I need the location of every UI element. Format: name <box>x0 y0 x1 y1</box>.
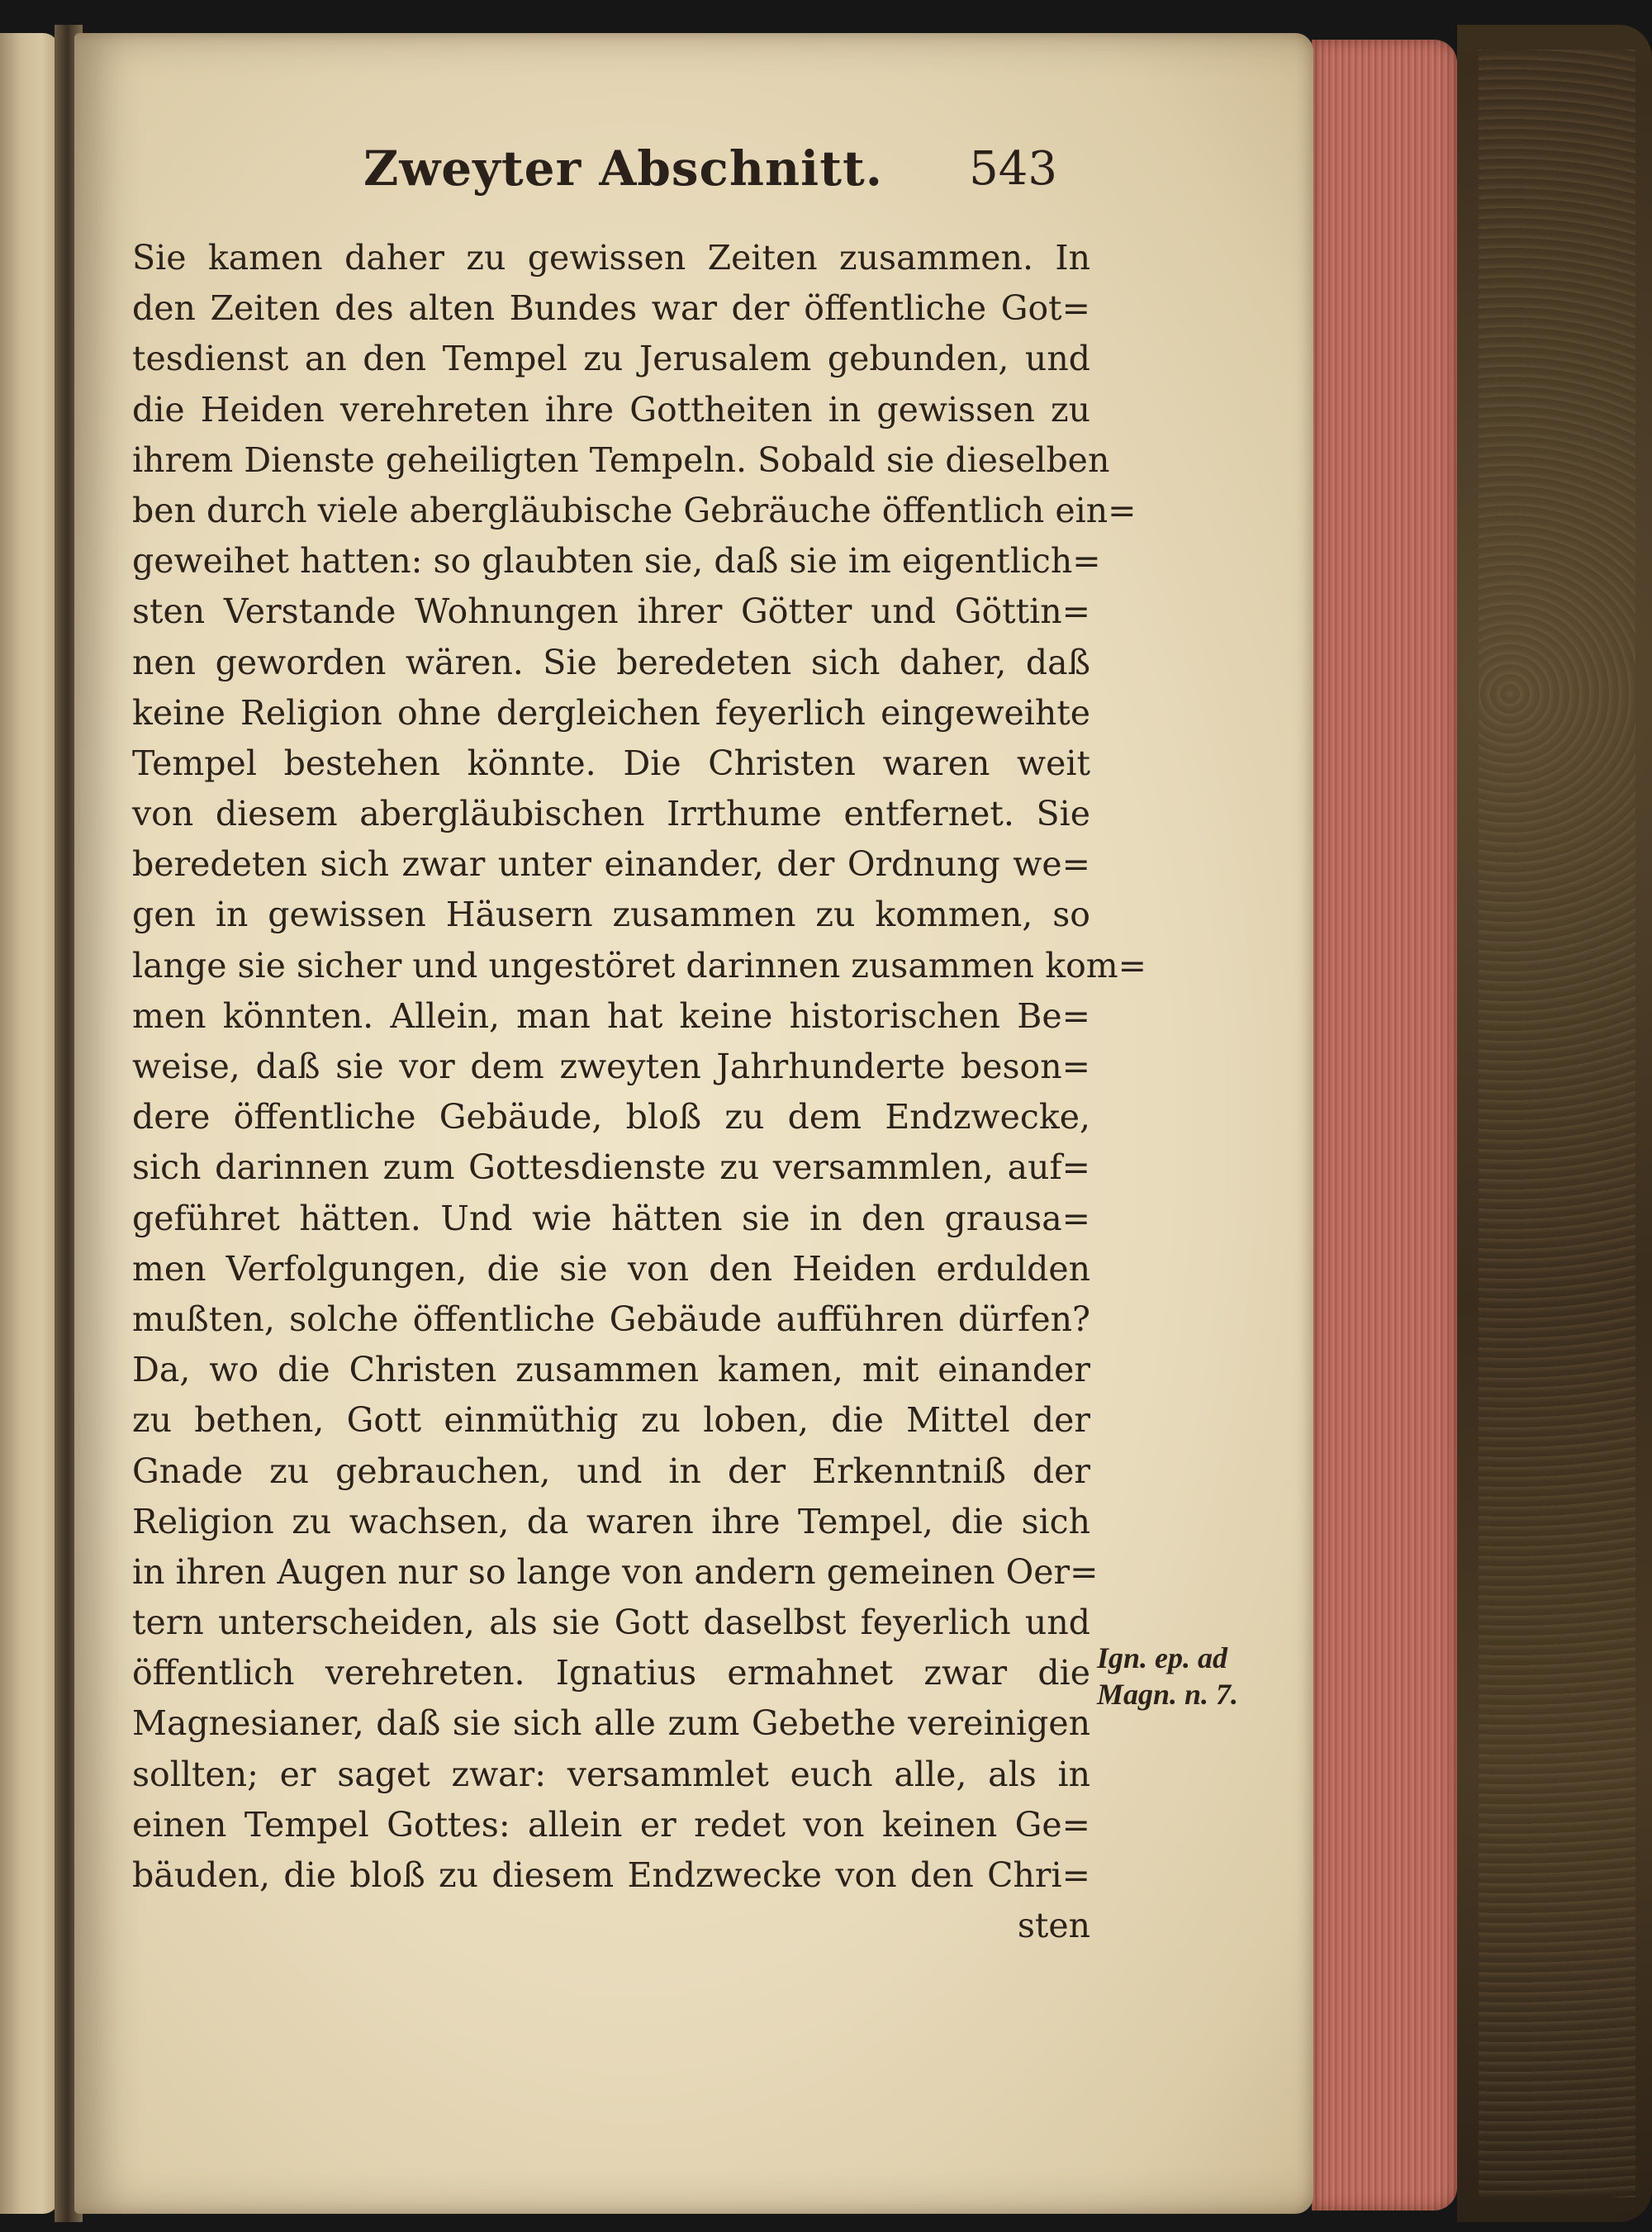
text-line: tern unterscheiden, als sie Gott daselbst feyerlich und <box>132 1603 1090 1643</box>
text-line: mußten, solche öffentliche Gebäude aufführen dürfen? <box>132 1299 1090 1339</box>
text-line: in ihren Augen nur so lange von andern gemeinen Oer= <box>132 1551 1099 1592</box>
margin-note-line: Magn. n. 7. <box>1097 1678 1239 1711</box>
text-line: von diesem abergläubischen Irrthume entfernet. Sie <box>132 794 1090 834</box>
text-line: zu bethen, Gott einmüthig zu loben, die Mittel der <box>132 1400 1090 1441</box>
margin-note-line: Ign. ep. ad <box>1097 1641 1228 1674</box>
margin-note <box>1097 1640 1287 1712</box>
text-line: men Verfolgungen, die sie von den Heiden erdulden <box>132 1248 1090 1289</box>
left-page-edge <box>0 33 59 2214</box>
catchword: sten <box>1017 1906 1090 1946</box>
text-line: tesdienst an den Tempel zu Jerusalem gebunden, und <box>132 339 1090 379</box>
text-line: den Zeiten des alten Bundes war der öffentliche Got= <box>132 288 1090 329</box>
text-line: Magnesianer, daß sie sich alle zum Gebethe vereinigen <box>132 1703 1090 1744</box>
page-header <box>363 140 1057 215</box>
text-line: men könnten. Allein, man hat keine historischen Be= <box>132 995 1090 1036</box>
page-number: 543 <box>969 142 1057 196</box>
cover-marbling <box>1479 50 1635 2197</box>
text-line: geweihet hatten: so glaubten sie, daß sie im eigentlich= <box>132 541 1101 582</box>
text-line: Tempel bestehen könnte. Die Christen waren weit <box>132 743 1090 783</box>
text-line: ben durch viele abergläubische Gebräuche öffentlich ein= <box>132 490 1137 530</box>
text-line: sten Verstande Wohnungen ihrer Götter und Göttin= <box>132 591 1090 632</box>
text-line: ihrem Dienste geheiligten Tempeln. Sobald sie dieselben <box>132 439 1110 480</box>
text-line: geführet hätten. Und wie hätten sie in den grausa= <box>132 1198 1090 1238</box>
text-line: keine Religion ohne dergleichen feyerlich eingeweihte <box>132 692 1090 733</box>
text-line: sollten; er saget zwar: versammlet euch alle, als in <box>132 1754 1090 1794</box>
text-line: Sie kamen daher zu gewissen Zeiten zusammen. In <box>132 238 1090 278</box>
body-text <box>132 233 1146 1951</box>
text-line: öffentlich verehreten. Ignatius ermahnet zwar die <box>132 1653 1090 1693</box>
text-line: Gnade zu gebrauchen, und in der Erkenntniß der <box>132 1451 1090 1491</box>
text-line: sich darinnen zum Gottesdienste zu versammlen, auf= <box>132 1147 1090 1188</box>
text-line: die Heiden verehreten ihre Gottheiten in gewissen zu <box>132 389 1090 430</box>
text-line: Religion zu wachsen, da waren ihre Tempel, die sich <box>132 1501 1090 1541</box>
page-edges <box>1312 40 1457 2211</box>
text-line: dere öffentliche Gebäude, bloß zu dem Endzwecke, <box>132 1097 1090 1137</box>
text-line: lange sie sicher und ungestöret darinnen zusammen kom= <box>132 945 1146 985</box>
running-head: Zweyter Abschnitt. <box>363 140 883 197</box>
text-line: einen Tempel Gottes: allein er redet von keinen Ge= <box>132 1804 1090 1845</box>
text-line: nen geworden wären. Sie beredeten sich daher, daß <box>132 642 1090 682</box>
text-line: weise, daß sie vor dem zweyten Jahrhunderte beson= <box>132 1047 1090 1086</box>
text-line: bäuden, die bloß zu diesem Endzwecke von den Chri= <box>132 1855 1090 1895</box>
text-line: beredeten sich zwar unter einander, der Ordnung we= <box>132 844 1090 885</box>
text-line: gen in gewissen Häusern zusammen zu kommen, so <box>132 895 1090 935</box>
text-line: Da, wo die Christen zusammen kamen, mit einander <box>132 1350 1090 1390</box>
